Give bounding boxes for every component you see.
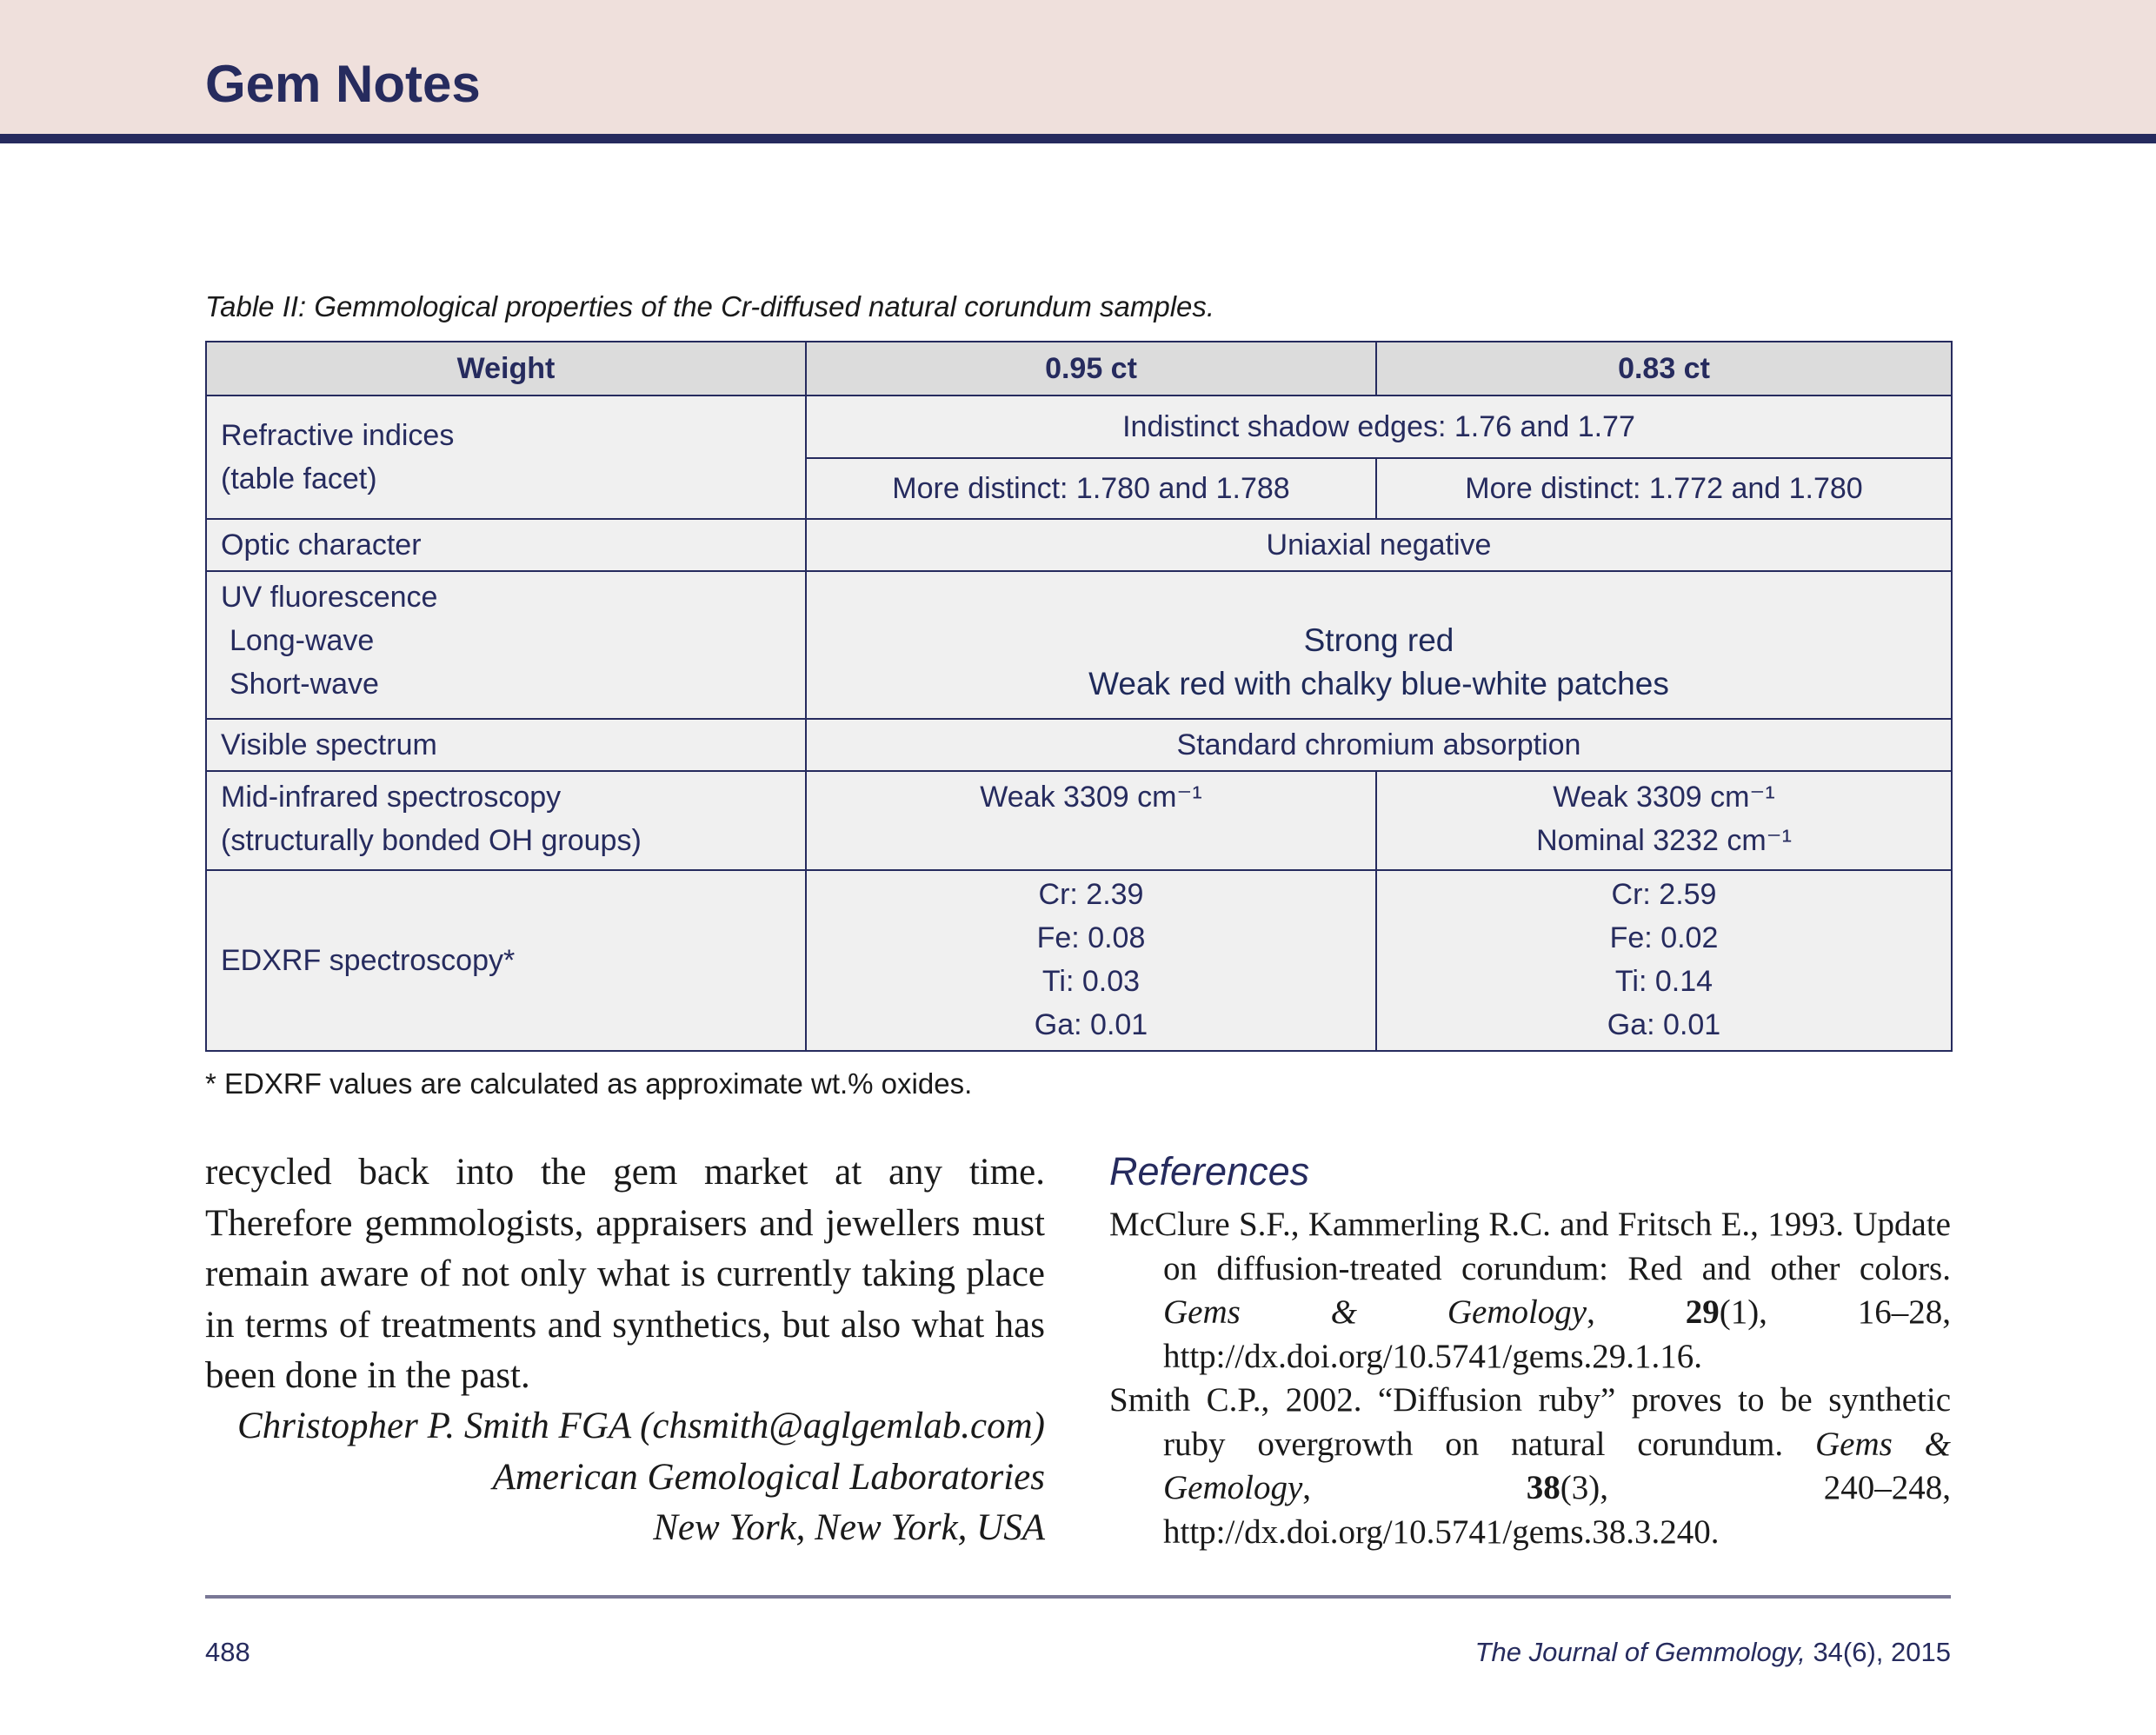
midir-label: Mid-infrared spectroscopy (structurally bonded OH groups) [206, 771, 806, 870]
reference-item: Smith C.P., 2002. “Diffusion ruby” proves to be synthetic ruby overgrowth on natural corundum. Gems & Gemology, 38(3), 240–248, http://dx.doi.org/10.5741/gems.38.3.240. [1109, 1381, 1952, 1551]
journal-citation: The Journal of Gemmology, 34(6), 2015 [1474, 1637, 1951, 1667]
edxrf-values-b: Cr: 2.59 Fe: 0.02 Ti: 0.14 Ga: 0.01 [1376, 870, 1952, 1051]
author-block [205, 1401, 1045, 1554]
table-row [206, 396, 1952, 458]
header-rule [0, 134, 2156, 143]
table-footnote: * EDXRF values are calculated as approximate wt.% oxides. [205, 1067, 973, 1100]
header-sample-b: 0.83 ct [1376, 342, 1952, 396]
table-row [206, 719, 1952, 771]
references-list [1109, 1203, 1951, 1554]
optic-value: Uniaxial negative [806, 519, 1952, 571]
author-name: Christopher P. Smith FGA (chsmith@aglgemlab.com) [237, 1406, 1045, 1446]
references-heading: References [1109, 1149, 1310, 1193]
table-row [206, 571, 1952, 719]
section-title: Gem Notes [205, 55, 481, 113]
refractive-value-b: More distinct: 1.772 and 1.780 [1376, 458, 1952, 519]
header-weight: Weight [206, 342, 806, 396]
table-header-row [206, 342, 1952, 396]
author-location: New York, New York, USA [653, 1507, 1045, 1548]
edxrf-values-a: Cr: 2.39 Fe: 0.08 Ti: 0.03 Ga: 0.01 [806, 870, 1376, 1051]
midir-value-b: Weak 3309 cm⁻¹ Nominal 3232 cm⁻¹ [1376, 771, 1952, 870]
reference-item: McClure S.F., Kammerling R.C. and Fritsch E., 1993. Update on diffusion-treated corundum: Red and other colors. Gems & Gemology, 29(1), 16–28, http://dx.doi.org/10.5741/gems.29.1.16. [1109, 1206, 1952, 1375]
body-paragraph: recycled back into the gem market at any time. Therefore gemmologists, appraisers and jewellers must remain aware of not only what is currently taking place in terms of treatments and synthetics, but also what has been done in the past. [205, 1152, 1045, 1396]
refractive-label: Refractive indices (table facet) [206, 396, 806, 519]
visible-label: Visible spectrum [206, 719, 806, 771]
properties-table [205, 341, 1953, 1052]
visible-value: Standard chromium absorption [806, 719, 1952, 771]
header-sample-a: 0.95 ct [806, 342, 1376, 396]
author-affiliation: American Gemological Laboratories [492, 1456, 1045, 1498]
refractive-shared-value: Indistinct shadow edges: 1.76 and 1.77 [806, 396, 1952, 458]
table-caption: Table II: Gemmological properties of the Cr-diffused natural corundum samples. [205, 290, 1215, 322]
midir-value-a: Weak 3309 cm⁻¹ [806, 771, 1376, 870]
edxrf-label: EDXRF spectroscopy* [206, 870, 806, 1051]
table-row [206, 519, 1952, 571]
footer-rule [205, 1595, 1951, 1599]
table-row [206, 870, 1952, 1051]
refractive-value-a: More distinct: 1.780 and 1.788 [806, 458, 1376, 519]
optic-label: Optic character [206, 519, 806, 571]
page-number: 488 [205, 1637, 250, 1667]
table-row [206, 771, 1952, 870]
uv-values: Strong red Weak red with chalky blue-white patches [806, 571, 1952, 719]
uv-label: UV fluorescence Long-wave Short-wave [206, 571, 806, 719]
